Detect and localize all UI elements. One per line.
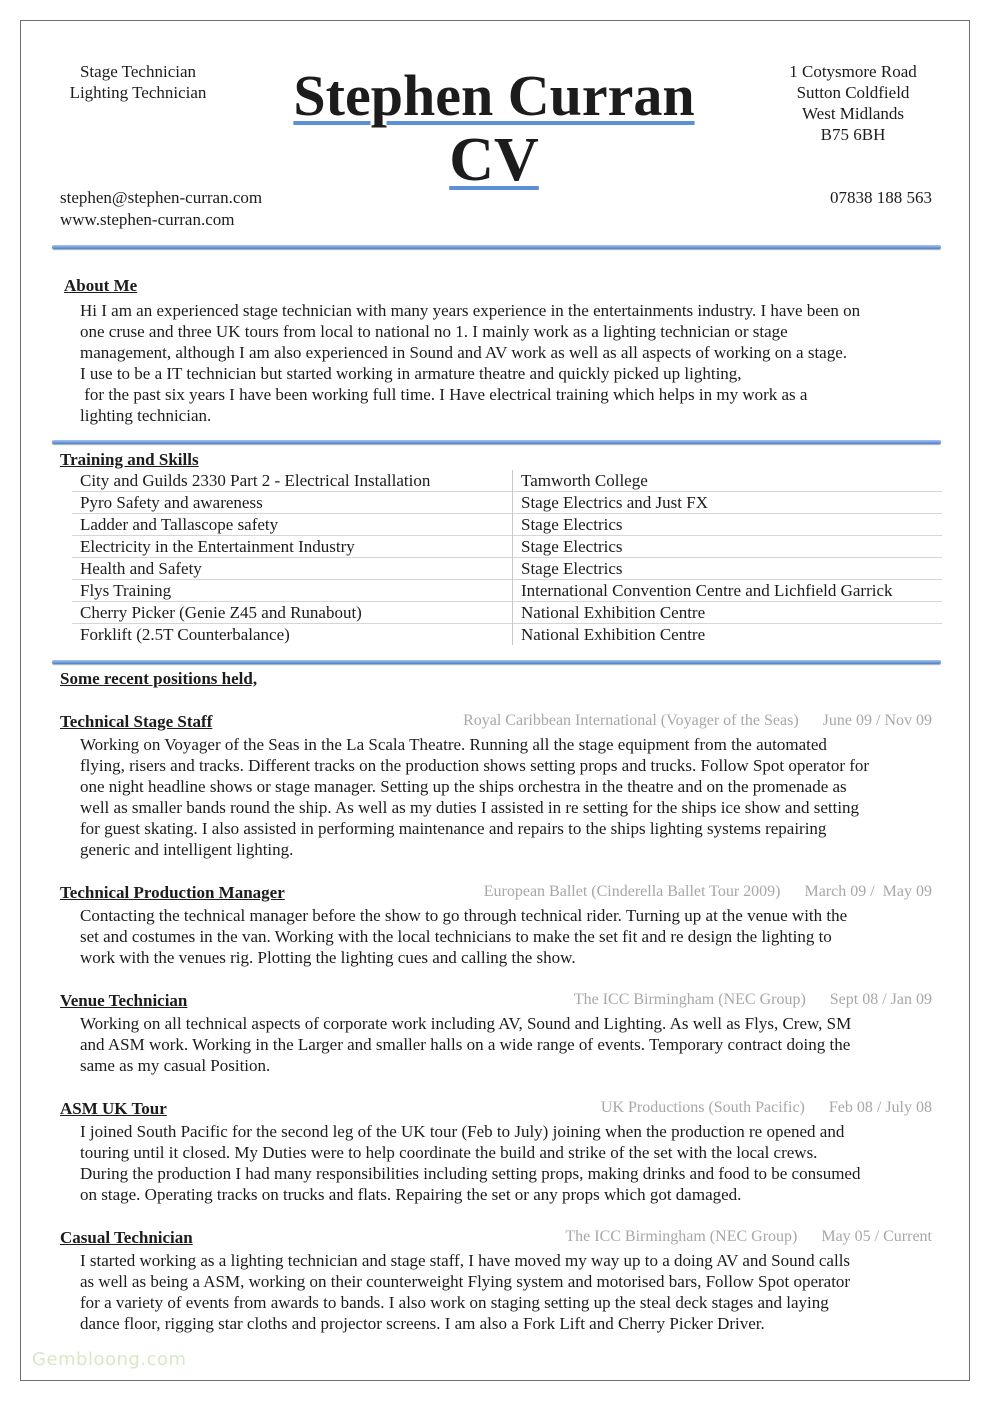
provider-cell: Stage Electrics and Just FX [513, 492, 943, 514]
page-title [270, 64, 718, 193]
address-block [770, 61, 936, 145]
contact-block [60, 187, 262, 231]
about-line: lighting technician. [80, 406, 212, 425]
cv-heading: CV [449, 126, 539, 194]
provider-cell: National Exhibition Centre [513, 602, 943, 624]
provider-cell: International Convention Centre and Lichfield Garrick [513, 580, 943, 602]
about-line: I use to be a IT technician but started working in armature theatre and quickly picked up lighting, [80, 364, 742, 383]
provider-cell: Stage Electrics [513, 536, 943, 558]
job-title: ASM UK Tour [60, 1099, 167, 1118]
table-row [72, 580, 942, 602]
job-employer: European Ballet (Cinderella Ballet Tour 2009) [483, 883, 781, 900]
job-title: Venue Technician [60, 991, 188, 1010]
address-line: West Midlands [801, 104, 905, 123]
job-title: Technical Production Manager [60, 883, 285, 902]
job-meta [601, 1099, 932, 1117]
course-cell: Flys Training [72, 580, 513, 602]
job-desc-line: same as my casual Position. [80, 1056, 271, 1075]
job-meta [484, 883, 932, 901]
job-meta [574, 991, 932, 1009]
table-row [72, 558, 942, 580]
job-description [80, 734, 940, 860]
positions-heading: Some recent positions held, [60, 669, 258, 688]
course-cell: Health and Safety [72, 558, 513, 580]
about-line: Hi I am an experienced stage technician with many years experience in the entertainments industry. I have been on [80, 301, 861, 320]
role-line: Stage Technician [79, 62, 197, 81]
job-desc-line: on stage. Operating tracks on trucks and flats. Repairing the set or any props which got damaged. [80, 1185, 742, 1204]
job-title: Technical Stage Staff [60, 712, 213, 731]
email-text: stephen@stephen-curran.com [60, 188, 263, 207]
about-heading: About Me [64, 276, 138, 295]
job-desc-line: for a variety of events from awards to bands. I also work on staging setting up the steal deck stages and laying [80, 1293, 829, 1312]
job-meta [463, 712, 932, 730]
job-desc-line: I joined South Pacific for the second leg of the UK tour (Feb to July) joining when the production re opened and [80, 1122, 845, 1141]
job-description [80, 1013, 940, 1076]
watermark-text: Gembloong.com [32, 1349, 187, 1370]
job-employer: Royal Caribbean International (Voyager of the Seas) [463, 712, 799, 729]
table-row [72, 624, 942, 646]
job-desc-line: as well as being a ASM, working on their counterweight Flying system and motorised bars, Follow Spot operator [80, 1272, 851, 1291]
job-title: Casual Technician [60, 1228, 193, 1247]
job-desc-line: During the production I had many responsibilities including setting props, making drinks and food to be consumed [80, 1164, 861, 1183]
table-row [72, 470, 942, 492]
address-line: B75 6BH [820, 125, 886, 144]
job-desc-line: one night headline shows or stage manager. Setting up the ships orchestra in the theatre and on the promenade as [80, 777, 847, 796]
phone-text: 07838 188 563 [830, 188, 932, 207]
job-desc-line: I started working as a lighting technician and stage staff, I have moved my way up to a doing AV and Sound calls [80, 1251, 851, 1270]
roles-block [58, 61, 218, 103]
job-description [80, 905, 940, 968]
table-row [72, 492, 942, 514]
job-desc-line: and ASM work. Working in the Larger and smaller halls on a wide range of events. Temporary contract doing the [80, 1035, 851, 1054]
job-desc-line: for guest skating. I also assisted in performing maintenance and repairs to the ships lighting systems repairing [80, 819, 827, 838]
skills-table [72, 470, 942, 645]
job-entry [60, 1099, 940, 1205]
divider [52, 440, 941, 444]
provider-cell: Tamworth College [521, 471, 648, 490]
about-text [80, 300, 940, 426]
job-entry [60, 1228, 940, 1334]
course-cell: City and Guilds 2330 Part 2 - Electrical Installation [72, 470, 513, 492]
job-desc-line: work with the venues rig. Plotting the lighting cues and calling the show. [80, 948, 576, 967]
divider [52, 660, 941, 664]
about-line: one cruse and three UK tours from local to national no 1. I mainly work as a lighting technician or stage [80, 322, 788, 341]
job-description [80, 1250, 940, 1334]
job-employer: The ICC Birmingham (NEC Group) [565, 1228, 798, 1245]
job-dates: June 09 / Nov 09 [822, 712, 932, 729]
job-desc-line: flying, risers and tracks. Different tracks on the production shows setting props and trucks. Follow Spot operator for [80, 756, 870, 775]
website-text: www.stephen-curran.com [60, 210, 235, 229]
job-description [80, 1121, 940, 1205]
course-cell: Forklift (2.5T Counterbalance) [72, 624, 513, 646]
job-entry [60, 991, 940, 1076]
job-desc-line: well as smaller bands round the ship. As well as my duties I assisted in re setting for the ships ice show and setting [80, 798, 860, 817]
job-employer: UK Productions (South Pacific) [600, 1099, 805, 1116]
course-cell: Pyro Safety and awareness [72, 492, 513, 514]
job-dates: May 05 / Current [821, 1228, 932, 1245]
job-entry [60, 883, 940, 968]
job-desc-line: touring until it closed. My Duties were to help coordinate the build and strike of the set with the local crews. [80, 1143, 818, 1162]
course-cell: Electricity in the Entertainment Industry [72, 536, 513, 558]
provider-cell: Stage Electrics [513, 514, 943, 536]
course-cell: Cherry Picker (Genie Z45 and Runabout) [72, 602, 513, 624]
course-cell: Ladder and Tallascope safety [72, 514, 513, 536]
provider-cell: Stage Electrics [513, 558, 943, 580]
job-dates: Feb 08 / July 08 [828, 1099, 932, 1116]
table-row [72, 536, 942, 558]
job-entry [60, 712, 940, 860]
job-employer: The ICC Birmingham (NEC Group) [573, 991, 806, 1008]
job-dates: Sept 08 / Jan 09 [829, 991, 932, 1008]
about-line: management, although I am also experienced in Sound and AV work as well as all aspects of working on a stage. [80, 343, 848, 362]
provider-cell: National Exhibition Centre [513, 624, 943, 646]
job-dates: March 09 / May 09 [804, 883, 932, 900]
job-desc-line: Contacting the technical manager before the show to go through technical rider. Turning up at the venue with the [80, 906, 848, 925]
name-heading: Stephen Curran [293, 63, 695, 128]
training-heading: Training and Skills [60, 450, 199, 469]
role-line: Lighting Technician [69, 83, 207, 102]
divider [52, 245, 941, 249]
job-desc-line: set and costumes in the van. Working with the local technicians to make the set fit and re design the lighting to [80, 927, 832, 946]
table-row [72, 514, 942, 536]
job-desc-line: Working on all technical aspects of corporate work including AV, Sound and Lighting. As well as Flys, Crew, SM [80, 1014, 852, 1033]
address-line: Sutton Coldfield [796, 83, 910, 102]
job-desc-line: dance floor, rigging star cloths and projector screens. I am also a Fork Lift and Cherry Picker Driver. [80, 1314, 765, 1333]
address-line: 1 Cotysmore Road [789, 62, 917, 81]
table-row [72, 602, 942, 624]
job-meta [565, 1228, 932, 1246]
job-desc-line: Working on Voyager of the Seas in the La Scala Theatre. Running all the stage equipment from the automated [80, 735, 827, 754]
about-line: for the past six years I have been working full time. I Have electrical training which helps in my work as a [80, 385, 808, 404]
job-desc-line: generic and intelligent lighting. [80, 840, 294, 859]
